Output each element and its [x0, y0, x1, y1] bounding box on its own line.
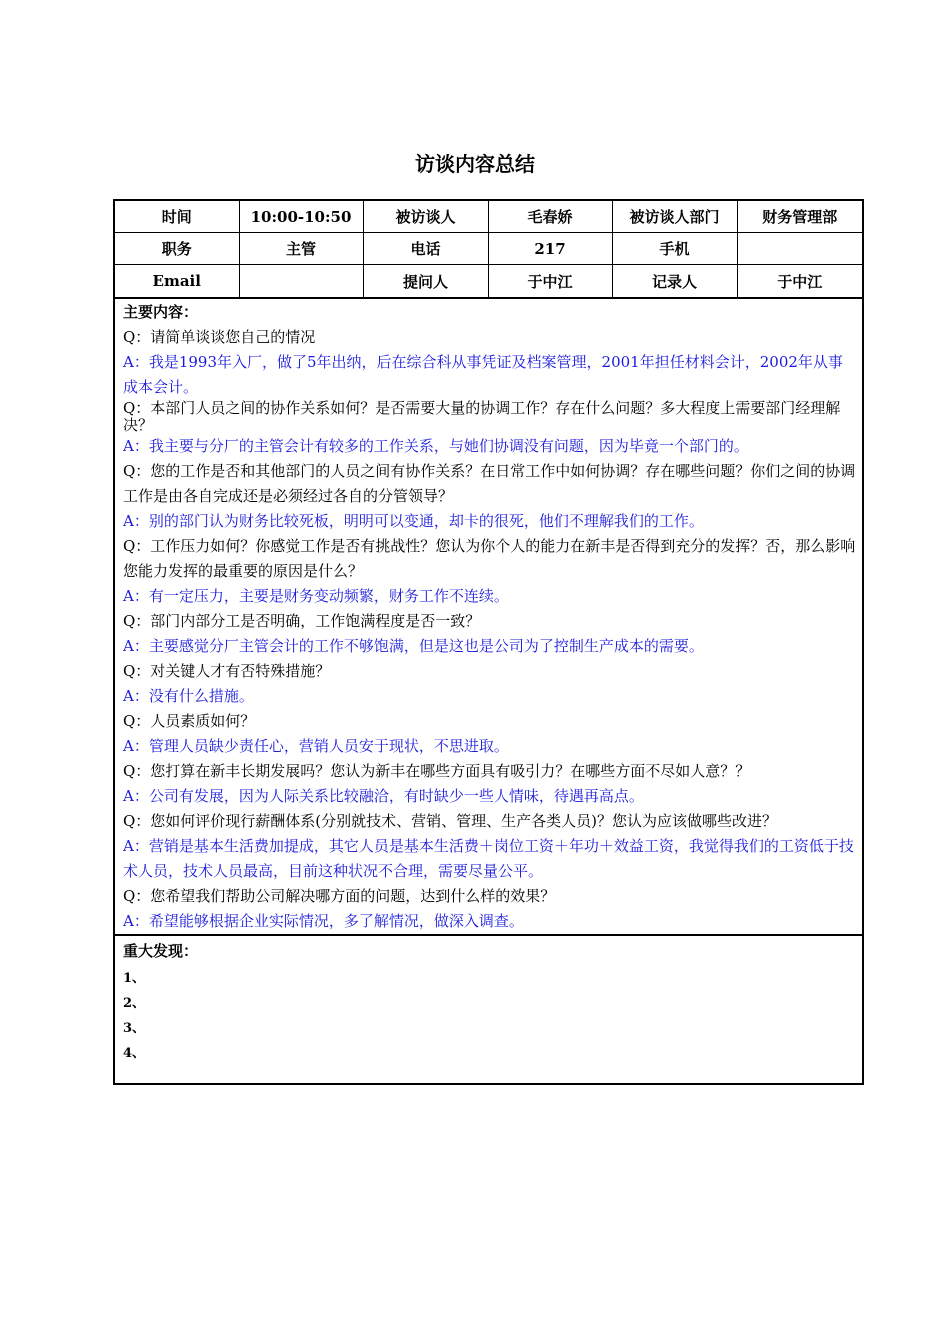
findings-heading: 重大发现：: [123, 942, 199, 960]
question: Q：本部门人员之间的协作关系如何？是否需要大量的协调工作？存在什么问题？多大程度上需要部门经理解决？: [123, 399, 841, 434]
value-mobile: [737, 233, 862, 265]
finding-item: 1、: [123, 971, 146, 986]
question: Q：工作压力如何？你感觉工作是否有挑战性？您认为你个人的能力在新丰是否得到充分的发挥？否，那么影响您能力发挥的最重要的原因是什么？: [123, 537, 856, 580]
value-email: [239, 265, 363, 299]
label-recorder: 记录人: [612, 265, 737, 299]
answer: A：营销是基本生活费加提成，其它人员是基本生活费＋岗位工资＋年功＋效益工资，我觉得我们的工资低于技术人员，技术人员最高，目前这种状况不合理，需要尽量公平。: [123, 837, 854, 880]
value-position: 主管: [239, 233, 363, 265]
label-mobile: 手机: [612, 233, 737, 265]
table-row: [115, 201, 862, 233]
label-time: 时间: [115, 201, 239, 233]
page-title: 访谈内容总结: [415, 152, 535, 176]
finding-item: 2、: [123, 996, 146, 1011]
answer: A：没有什么措施。: [123, 687, 254, 705]
answer: A：主要感觉分厂主管会计的工作不够饱满，但是这也是公司为了控制生产成本的需要。: [123, 637, 704, 655]
question: Q：请简单谈谈您自己的情况: [123, 328, 316, 346]
question: Q：您打算在新丰长期发展吗？您认为新丰在哪些方面具有吸引力？在哪些方面不尽如人意？？: [123, 762, 751, 780]
value-recorder: 于中江: [737, 265, 862, 299]
question: Q：部门内部分工是否明确，工作饱满程度是否一致？: [123, 612, 481, 630]
value-interviewee: 毛春娇: [488, 201, 612, 233]
question: Q：您如何评价现行薪酬体系(分别就技术、营销、管理、生产各类人员)？您认为应该做哪些改进？: [123, 812, 778, 830]
label-department: 被访谈人部门: [612, 201, 737, 233]
findings-section: [115, 934, 862, 1085]
table-row: [115, 233, 862, 265]
answer: A：我是1993年入厂，做了5年出纳，后在综合科从事凭证及档案管理，2001年担任材料会计，2002年从事成本会计。: [123, 353, 843, 396]
label-interviewer: 提问人: [363, 265, 488, 299]
label-interviewee: 被访谈人: [363, 201, 488, 233]
value-time: 10:00-10:50: [239, 201, 363, 233]
answer: A：有一定压力，主要是财务变动频繁，财务工作不连续。: [123, 587, 509, 605]
label-position: 职务: [115, 233, 239, 265]
main-content: [123, 300, 856, 934]
label-email: Email: [115, 265, 239, 299]
question: Q：对关键人才有否特殊措施？: [123, 662, 331, 680]
info-table: [115, 201, 862, 299]
finding-item: 4、: [123, 1046, 146, 1061]
answer: A：希望能够根据企业实际情况，多了解情况，做深入调查。: [123, 912, 524, 930]
interview-form: [113, 199, 864, 1085]
question: Q：您的工作是否和其他部门的人员之间有协作关系？在日常工作中如何协调？存在哪些问题？你们之间的协调工作是由各自完成还是必须经过各自的分管领导？: [123, 462, 856, 505]
question: Q：人员素质如何？: [123, 712, 256, 730]
value-department: 财务管理部: [737, 201, 862, 233]
value-phone: 217: [488, 233, 612, 265]
label-phone: 电话: [363, 233, 488, 265]
answer: A：管理人员缺少责任心，营销人员安于现状，不思进取。: [123, 737, 509, 755]
question: Q：您希望我们帮助公司解决哪方面的问题，达到什么样的效果？: [123, 887, 556, 905]
main-content-heading: 主要内容：: [123, 303, 199, 321]
answer: A：我主要与分厂的主管会计有较多的工作关系，与她们协调没有问题，因为毕竟一个部门的。: [123, 437, 749, 455]
answer: A：别的部门认为财务比较死板，明明可以变通，却卡的很死，他们不理解我们的工作。: [123, 512, 704, 530]
value-interviewer: 于中江: [488, 265, 612, 299]
table-row: [115, 265, 862, 299]
answer: A：公司有发展，因为人际关系比较融洽，有时缺少一些人情味，待遇再高点。: [123, 787, 644, 805]
finding-item: 3、: [123, 1021, 146, 1036]
